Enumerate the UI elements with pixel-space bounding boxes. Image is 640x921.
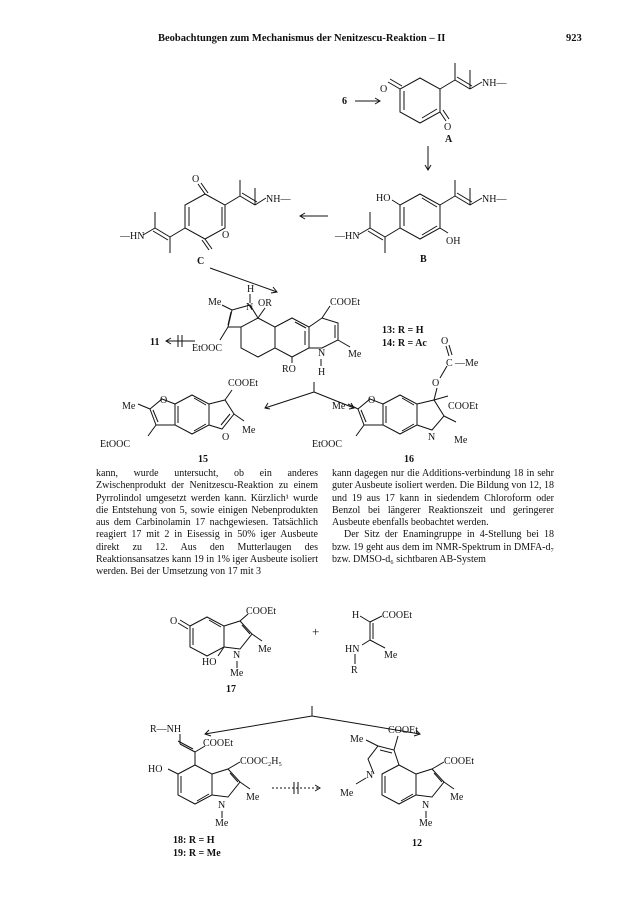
structure-18-19 — [148, 724, 282, 829]
ester-group: COOEt — [444, 756, 474, 767]
vinyl-hydrogen: H — [352, 610, 360, 621]
acetyl-carbon: C — [446, 358, 453, 369]
amine-group: NH— — [266, 194, 291, 205]
ring-nitrogen: N — [233, 650, 241, 661]
hydroxy-group: OH — [446, 236, 461, 247]
ester-group: EtOOC — [192, 343, 222, 354]
methyl-group: Me — [348, 349, 362, 360]
methyl-group: Me — [208, 297, 222, 308]
methyl-group: Me — [454, 435, 468, 446]
n-hydrogen: H — [318, 367, 326, 378]
hydroxy-group: HO — [202, 657, 217, 668]
ester-group: COOEt — [228, 378, 258, 389]
amine-group: NH— — [482, 194, 507, 205]
structure-12 — [340, 725, 474, 829]
compound-label-15: 15 — [198, 454, 208, 465]
ester-group: COOC₂H₅ — [240, 756, 282, 767]
ring-nitrogen: N — [246, 302, 254, 313]
compound-label-16: 16 — [404, 454, 414, 465]
blocked-arrow-18-12 — [272, 782, 320, 794]
compound-label-C: C — [197, 256, 205, 267]
hydroxy-group: HO — [376, 193, 391, 204]
amine-group: NH— — [482, 78, 507, 89]
carbonyl-oxygen: O — [441, 336, 449, 347]
structure-17 — [170, 606, 276, 679]
oxo-group: O — [222, 230, 230, 241]
reaction-scheme-2 — [0, 606, 640, 906]
amine-group: —HN — [335, 231, 360, 242]
structure-C — [119, 174, 291, 253]
ester-group: COOEt — [203, 738, 233, 749]
methyl-group: Me — [246, 792, 260, 803]
hydroxy-group: HO — [148, 764, 163, 775]
ester-group: COOEt — [330, 297, 360, 308]
compound-label-B: B — [420, 254, 427, 265]
furan-oxygen: O — [222, 432, 230, 443]
compound-label-17: 17 — [226, 684, 236, 695]
amine-group: HN — [345, 644, 360, 655]
plus-sign: + — [312, 624, 320, 639]
compound-label-12: 12 — [412, 838, 422, 849]
compound-label-18: 18: R = H — [173, 835, 215, 846]
methyl-group: Me — [332, 401, 346, 412]
methyl-group: Me — [122, 401, 136, 412]
ester-group: COOEt — [388, 725, 418, 736]
ring-nitrogen: N — [366, 770, 374, 781]
methyl-group: Me — [258, 644, 272, 655]
ester-group: COOEt — [382, 610, 412, 621]
n-hydrogen: H — [247, 284, 255, 295]
oxy-substituent: RO — [282, 364, 296, 375]
arrow-A-to-B — [425, 146, 431, 170]
compound-label-6: 6 — [342, 96, 347, 107]
methyl-group: Me — [242, 425, 256, 436]
structure-15 — [100, 378, 258, 450]
blocked-arrow-to-11 — [166, 335, 195, 347]
structure-A — [380, 63, 507, 133]
ester-group: COOEt — [246, 606, 276, 617]
compound-label-14: 14: R = Ac — [382, 338, 427, 349]
structure-13-14 — [192, 284, 362, 378]
methyl-group: Me — [384, 650, 398, 661]
oxo-group: O — [170, 616, 178, 627]
ester-group: EtOOC — [100, 439, 130, 450]
ring-nitrogen: N — [318, 348, 326, 359]
ester-group: EtOOC — [312, 439, 342, 450]
structure-B — [334, 180, 507, 253]
n-methyl: Me — [230, 668, 244, 679]
compound-label-19: 19: R = Me — [173, 848, 221, 859]
ring-nitrogen: N — [422, 800, 430, 811]
oxo-group: O — [444, 122, 452, 133]
amine-group: —HN — [120, 231, 145, 242]
arrow-6-to-A — [355, 98, 380, 104]
amine-substituent: R — [351, 665, 358, 676]
ring-nitrogen: N — [218, 800, 226, 811]
compound-label-11: 11 — [150, 337, 160, 348]
methyl-group: —Me — [455, 358, 479, 369]
furan-oxygen: O — [368, 395, 376, 406]
structure-16 — [312, 336, 479, 450]
arrow-C-to-13-14 — [210, 268, 277, 293]
n-methyl: Me — [340, 788, 354, 799]
oxo-group: O — [192, 174, 200, 185]
running-title: Beobachtungen zum Mechanismus der Nenitzescu-Reaktion – II — [158, 33, 446, 44]
page-number: 923 — [566, 33, 582, 44]
body-text — [96, 468, 576, 608]
paragraph: Der Sitz der Enamingruppe in 4-Stellung bei 18 bzw. 19 geht aus dem im NMR-Spektrum in DMFA-d₇ bzw. DMSO-d₆ sichtbaren AB-System — [332, 529, 554, 566]
paragraph: kann dagegen nur die Additions-verbindung 18 in sehr guter Ausbeute isoliert werden. Die Bildung von 12, 18 und 19 aus 17 kann in siedendem Chloroform oder Benzol bei längerer Reaktionszeit und geringerer Ausbeute ebenfalls beobachtet werden. — [332, 468, 554, 529]
compound-label-A: A — [445, 134, 453, 145]
body-text-left-column — [96, 468, 318, 579]
n-methyl: Me — [419, 818, 433, 829]
oxy-substituent: OR — [258, 298, 272, 309]
structure-enamine — [345, 610, 412, 676]
oxo-group: O — [380, 84, 388, 95]
ester-oxygen: O — [432, 378, 440, 389]
arrow-B-to-C — [300, 213, 328, 219]
furan-oxygen: O — [160, 395, 168, 406]
methyl-group: Me — [350, 734, 364, 745]
ring-nitrogen: N — [428, 432, 436, 443]
ester-group: COOEt — [448, 401, 478, 412]
n-methyl: Me — [215, 818, 229, 829]
paragraph: kann, wurde untersucht, ob ein anderes Zwischenprodukt der Nenitzescu-Reaktion zu einem Pyrrolindol umgesetzt werden kann. Kürzlich¹ wurde die Entstehung von 5, sowie einigen Nebenprodukten aus dem Carbinolamin 17 nachgewiesen. Tatsächlich reagiert 17 mit 2 in Eisessig in 50% iger Ausbeute direkt zu 12. Aus den Mutterlaugen des Reaktionsansatzes kann 19 in 1% iger Ausbeute isoliert werden. Bei der Umsetzung von 17 mit 3 — [96, 468, 318, 578]
amine-substituent: R—NH — [150, 724, 182, 735]
body-text-right-column — [332, 468, 554, 566]
methyl-group: Me — [450, 792, 464, 803]
compound-label-13: 13: R = H — [382, 325, 424, 336]
